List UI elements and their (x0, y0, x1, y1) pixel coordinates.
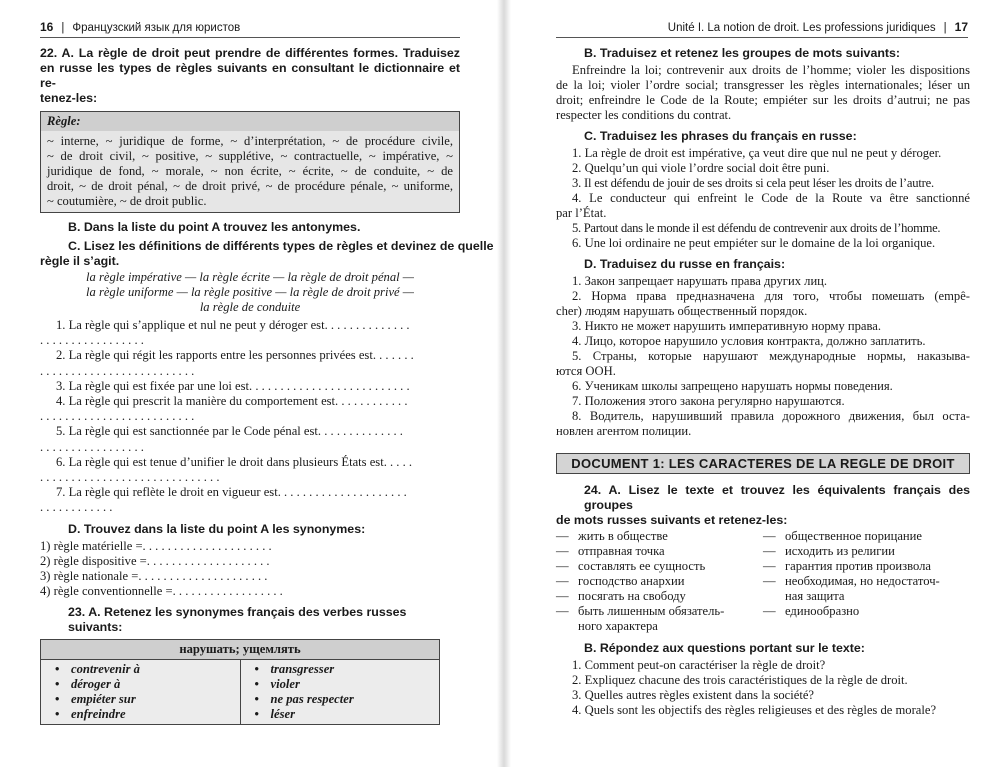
exercise-22-c-options (40, 270, 460, 315)
ex24-b-item: 4. Quels sont les objectifs des règles religieuses et des règles de morale? (572, 703, 937, 717)
c-item-continuation: . . . . . . . . . . . . (40, 500, 113, 515)
ex23-c-item: 1. La règle de droit est impérative, ça veut dire que nul ne peut y déroger. (572, 146, 942, 160)
c-item-continuation: . . . . . . . . . . . . . . . . . . . . . . . . . (40, 409, 195, 424)
running-head-separator: | (943, 22, 947, 34)
exercise-22-d-items (40, 539, 460, 599)
ex24-a-entry-text: общественное порицание (785, 529, 923, 543)
ex24-a-entry-text: исходить из религии (785, 544, 895, 558)
document-banner: DOCUMENT 1: LES CARACTERES DE LA REGLE DE DROIT (556, 453, 970, 474)
regle-box-title: Règle: (41, 112, 459, 131)
ex23-d-item-continuation: новлен агентом полиции. (556, 424, 692, 438)
ex24-b-item: 2. Expliquez chacune des trois caractéristiques de la règle de droit. (572, 673, 908, 687)
ex24-a-entry-text: составлять ее сущность (578, 559, 706, 573)
c-item-continuation: . . . . . . . . . . . . . . . . . (40, 333, 144, 348)
ex23-d-item: 1. Закон запрещает нарушать права других лиц. (572, 274, 828, 288)
exercise-23-b-heading: B. Traduisez et retenez les groupes de mots suivants: (584, 46, 901, 60)
verb-table-col-1 (41, 659, 241, 724)
ex24-a-entry-text: жить в обществе (578, 529, 668, 543)
running-head-separator: | (61, 22, 65, 34)
ex24-a-entry-line: быть лишенным обязатель- (578, 604, 725, 618)
regle-box-line: droit, ~ de droit pénal, ~ de droit privé, ~ de procédure pénale, ~ uniforme, (47, 179, 453, 193)
ex23-b-line: droit; enfreindre le Code de la Route; empiéter sur les droits d’autrui; ne pas (556, 93, 970, 107)
c-item: 3. La règle qui est fixée par une loi est. . . . . . . . . . . . . . . . . . . . . . . . . . (56, 378, 410, 393)
ex24-a-entry-text (578, 604, 724, 634)
verb-item: • léser (255, 707, 432, 722)
right-page-content (556, 46, 970, 718)
ex24-a-entry (556, 559, 763, 574)
verb-item: • enfreindre (55, 707, 232, 722)
ex22-c-line: règle il s’agit. (40, 254, 120, 268)
ex23-c-item: 5. Partout dans le monde il est défendu de contrevenir aux droits de l’homme. (572, 221, 941, 235)
ex22-heading-line: 22. A. La règle de droit peut prendre de différentes formes. Traduisez (40, 46, 460, 60)
exercise-23-c-items (556, 146, 970, 251)
ex24-a-entry (763, 544, 970, 559)
ex24-a-entry (556, 589, 763, 604)
ex24-a-entry-text: гарантия против произвола (785, 559, 931, 573)
ex24-a-entry-text: отправная точка (578, 544, 665, 558)
exercise-24-b-items (556, 658, 970, 718)
ex24-a-entry (556, 604, 763, 634)
left-header-rule (40, 37, 460, 38)
c-item: 5. La règle qui est sanctionnée par le Code pénal est. . . . . . . . . . . . . . (56, 424, 403, 439)
dash-mark: — (556, 589, 569, 603)
ex24-a-entry (763, 529, 970, 544)
ex24-b-item: 1. Comment peut-on caractériser la règle de droit? (572, 658, 826, 672)
c-options-line: la règle impérative — la règle écrite — la règle de droit pénal — (86, 270, 414, 284)
ex23-c-item: 4. Le conducteur qui enfreint le Code de la Route va être sanctionné (572, 191, 970, 205)
exercise-23-b-text (556, 63, 970, 123)
d-item: 2) règle dispositive =. . . . . . . . . . . . . . . . . . . . (40, 553, 270, 568)
verb-item: • contrevenir à (55, 662, 232, 677)
c-item-continuation: . . . . . . . . . . . . . . . . . . . . . . . . . (40, 363, 195, 378)
ex23-d-item: 2. Норма права предназначена для того, чтобы помешать (empê- (572, 289, 970, 303)
ex24-a-entry (763, 604, 970, 619)
dash-mark: — (763, 529, 776, 543)
left-running-title: Французский язык для юристов (72, 22, 241, 34)
ex23-b-line: Enfreindre la loi; contrevenir aux droits de l’homme; violer les dispositions (572, 63, 970, 77)
ex23-d-item: 5. Страны, которые нарушают международные нормы, наказыва- (572, 349, 970, 363)
left-running-head (40, 20, 240, 35)
ex24-a-entry-text: посягать на свободу (578, 589, 686, 603)
exercise-22-c (40, 239, 494, 269)
ex24-a-entry (556, 574, 763, 589)
verb-table-header: нарушать; ущемлять (41, 639, 440, 659)
regle-box-line: ~ de droit civil, ~ positive, ~ supplétive, ~ contractuelle, ~ impérative, ~ (47, 149, 453, 163)
c-item: 6. La règle qui est tenue d’unifier le droit dans plusieurs États est. . . . . (56, 454, 413, 469)
dash-mark: — (556, 604, 569, 618)
ex24-a-entry-text (785, 574, 940, 604)
exercise-22-d: D. Trouvez dans la liste du point A les synonymes: (68, 521, 366, 536)
regle-box-line: ~ coutumière, ~ de droit public. (47, 194, 207, 208)
ex22-c-line: C. Lisez les définitions de différents types de règles et devinez de quelle (68, 239, 494, 253)
dash-mark: — (763, 604, 776, 618)
verb-item: • déroger à (55, 677, 232, 692)
ex23-d-item-continuation: ются ООН. (556, 364, 616, 378)
ex23-c-item: 2. Quelqu’un qui viole l’ordre social doit être puni. (572, 161, 830, 175)
book-gutter (497, 0, 511, 767)
ex23-c-item: 3. Il est défendu de jouir de ses droits si cela peut léser les droits de l’autre. (572, 176, 934, 190)
dash-mark: — (763, 544, 776, 558)
right-header-rule (556, 37, 968, 38)
regle-box-line: ~ interne, ~ juridique de forme, ~ d’interprétation, ~ de procédure civile, (47, 134, 453, 148)
c-item: 1. La règle qui s’applique et nul ne peut y déroger est. . . . . . . . . . . . . . (56, 318, 410, 332)
regle-box (40, 111, 460, 213)
ex24-a-heading-line: 24. A. Lisez le texte et trouvez les équivalents français des groupes (584, 483, 970, 512)
ex24-a-entry-text: единообразно (785, 604, 860, 618)
ex24-a-heading-line: de mots russes suivants et retenez-les: (556, 513, 788, 527)
exercise-24-b-heading: B. Répondez aux questions portant sur le texte: (584, 641, 865, 655)
ex24-a-entry (556, 544, 763, 559)
dash-mark: — (556, 544, 569, 558)
verb-item: • ne pas respecter (255, 692, 432, 707)
ex24-a-entry-text: господство анархии (578, 574, 685, 588)
d-item: 3) règle nationale =. . . . . . . . . . . . . . . . . . . . . (40, 568, 268, 583)
exercise-24-a-columns (556, 529, 970, 634)
ex23-d-item: 4. Лицо, которое нарушило условия контракта, должно заплатить. (572, 334, 926, 348)
verb-item: • transgresser (255, 662, 432, 677)
exercise-24-a-heading (556, 483, 970, 528)
ex24-a-entry-line: ная защита (785, 589, 845, 603)
ex24-a-entry (556, 529, 763, 544)
ex24-a-entry (763, 574, 970, 604)
ex24-a-entry-line: ного характера (578, 619, 658, 633)
ex23-d-item: 3. Никто не может нарушить императивную норму права. (572, 319, 882, 333)
dash-mark: — (763, 574, 776, 588)
ex22-heading-line: tenez-les: (40, 91, 98, 105)
right-page (510, 0, 1000, 767)
verb-item: • violer (255, 677, 432, 692)
right-running-head (668, 20, 968, 35)
exercise-23-d-items (556, 274, 970, 439)
d-item: 4) règle conventionnelle =. . . . . . . . . . . . . . . . . . (40, 583, 283, 598)
left-page-number: 16 (40, 20, 54, 34)
verb-synonyms-table (40, 639, 440, 725)
exercise-23-c-heading: C. Traduisez les phrases du français en russe: (584, 129, 857, 143)
ex24-a-entry (763, 559, 970, 574)
ex24-a-col-1 (556, 529, 763, 634)
ex23-c-item: 6. Une loi ordinaire ne peut empiéter sur le domaine de la loi organique. (572, 236, 936, 250)
c-item-continuation: . . . . . . . . . . . . . . . . . (40, 439, 144, 454)
c-options-line: la règle de conduite (199, 300, 301, 314)
verb-table-col-2 (240, 659, 440, 724)
exercise-22-c-items (40, 318, 460, 516)
exercise-23-d-heading: D. Traduisez du russe en français: (584, 257, 786, 271)
ex24-b-item: 3. Quelles autres règles existent dans la société? (572, 688, 814, 702)
ex23-d-item: 6. Ученикам школы запрещено нарушать нормы поведения. (572, 379, 893, 393)
ex23-c-item-continuation: par l’État. (556, 206, 607, 220)
ex23-d-item: 7. Положения этого закона регулярно нарушаются. (572, 394, 845, 408)
ex23-d-item: 8. Водитель, нарушивший правила дорожного движения, был оста- (572, 409, 970, 423)
ex22-heading-line: en russe les types de règles suivants en consultant le dictionnaire et re- (40, 61, 460, 90)
verb-item: • empiéter sur (55, 692, 232, 707)
left-page-content (40, 46, 494, 725)
c-item-continuation: . . . . . . . . . . . . . . . . . . . . . . . . . . . . . (40, 470, 220, 485)
d-item: 1) règle matérielle =. . . . . . . . . . . . . . . . . . . . . (40, 538, 272, 553)
c-item: 7. La règle qui reflète le droit en vigueur est. . . . . . . . . . . . . . . . . . . . . (56, 485, 407, 500)
regle-box-line: juridique de fond, ~ morale, ~ non écrite, ~ écrite, ~ de conduite, ~ de (47, 164, 453, 178)
dash-mark: — (556, 574, 569, 588)
exercise-22-b: B. Dans la liste du point A trouvez les antonymes. (68, 220, 361, 234)
regle-box-body (41, 131, 459, 212)
dash-mark: — (763, 559, 776, 573)
c-item: 4. La règle qui prescrit la manière du comportement est. . . . . . . . . . . . (56, 394, 408, 409)
ex24-a-entry-line: необходимая, но недостаточ- (785, 574, 940, 588)
c-item: 2. La règle qui régit les rapports entre les personnes privées est. . . . . . . (56, 348, 414, 363)
ex23-b-line: de la loi; violer l’ordre social; transgresser les règles internationales; léser un (556, 78, 970, 92)
dash-mark: — (556, 559, 569, 573)
dash-mark: — (556, 529, 569, 543)
ex23-b-line: respecter les conditions du contrat. (556, 108, 732, 122)
ex23-d-item-continuation: cher) людям нарушать общественный порядок. (556, 304, 808, 318)
right-running-title: Unité I. La notion de droit. Les professions juridiques (667, 22, 936, 34)
right-page-number: 17 (954, 20, 968, 34)
exercise-23-heading: 23. A. Retenez les synonymes français des verbes russes suivants: (68, 604, 407, 634)
ex24-a-col-2 (763, 529, 970, 634)
exercise-22-heading (40, 46, 460, 106)
c-options-line: la règle uniforme — la règle positive — la règle de droit privé — (86, 285, 414, 299)
